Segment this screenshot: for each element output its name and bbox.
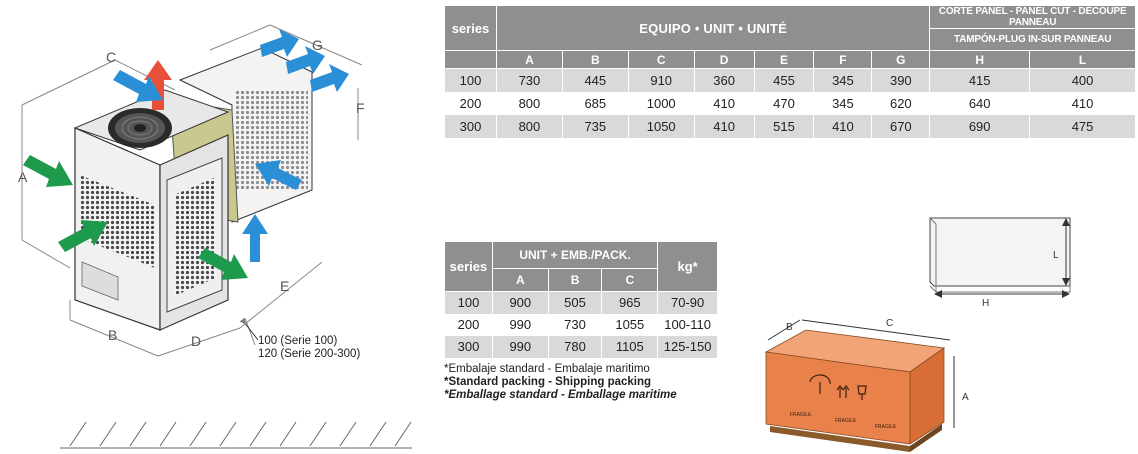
dim-label-d: D <box>191 333 202 349</box>
value-cell: 670 <box>872 115 930 138</box>
value-cell: 1000 <box>628 92 694 115</box>
condensing-unit-drawing <box>0 0 440 454</box>
panel-h-label: H <box>982 298 990 309</box>
value-cell: 390 <box>872 69 930 92</box>
value-cell: 515 <box>754 115 814 138</box>
value-cell: 345 <box>814 69 872 92</box>
value-cell: 990 <box>492 336 548 358</box>
kg-header: kg* <box>658 242 718 292</box>
value-cell: 1105 <box>602 336 658 358</box>
col-header-l: L <box>1030 51 1136 69</box>
series-cell: 200 <box>445 314 493 336</box>
value-cell: 990 <box>492 314 548 336</box>
plug-in-header: TAMPÓN-PLUG IN-SUR PANNEAU <box>930 29 1136 51</box>
packing-note-fr: *Emballage standard - Emballage maritime <box>444 389 677 401</box>
value-cell: 455 <box>754 69 814 92</box>
equipo-header: EQUIPO • UNIT • UNITÉ <box>496 6 929 51</box>
col-header-f: F <box>814 51 872 69</box>
dim-label-c: C <box>106 49 117 65</box>
series-cell: 200 <box>445 92 497 115</box>
value-cell: 470 <box>754 92 814 115</box>
series-header: series <box>445 6 497 51</box>
value-cell: 410 <box>814 115 872 138</box>
value-cell: 410 <box>694 92 754 115</box>
dim-label-a: A <box>18 169 28 185</box>
dim-label-f: F <box>356 100 365 116</box>
box-b-label: B <box>786 322 793 333</box>
value-cell: 1055 <box>602 314 658 336</box>
value-cell: 910 <box>628 69 694 92</box>
series-cell: 100 <box>445 69 497 92</box>
value-cell: 685 <box>562 92 628 115</box>
col-header-e: E <box>754 51 814 69</box>
wall-note-serie-200-300: 120 (Serie 200-300) <box>258 348 361 360</box>
table-row <box>445 92 1136 115</box>
table-row <box>445 314 718 336</box>
unit-dimensions-table <box>444 5 1136 138</box>
col-header-h: H <box>930 51 1030 69</box>
value-cell: 445 <box>562 69 628 92</box>
panel-cut-drawing <box>920 210 1080 315</box>
unit-body <box>75 48 312 330</box>
dim-label-b: B <box>108 327 118 343</box>
table-row <box>445 69 1136 92</box>
pack-col-header-a: A <box>492 269 548 292</box>
value-cell: 965 <box>602 292 658 314</box>
series-cell: 300 <box>445 336 493 358</box>
kg-cell: 125-150 <box>658 336 718 358</box>
value-cell: 475 <box>1030 115 1136 138</box>
value-cell: 800 <box>496 92 562 115</box>
value-cell: 1050 <box>628 115 694 138</box>
panel-cut-header: CORTE PANEL - PANEL CUT - DÉCOUPE PANNEAU <box>930 6 1136 29</box>
box-a-label: A <box>962 392 969 403</box>
packing-note-es: *Embalaje standard - Embalaje maritimo <box>444 363 650 375</box>
dim-label-e: E <box>280 278 290 294</box>
packed-box-drawing <box>760 310 990 454</box>
packing-dimensions-table <box>444 241 718 358</box>
col-header-a: A <box>496 51 562 69</box>
value-cell: 360 <box>694 69 754 92</box>
value-cell: 640 <box>930 92 1030 115</box>
col-header-c: C <box>628 51 694 69</box>
packing-note-en: *Standard packing - Shipping packing <box>444 376 652 388</box>
box-c-label: C <box>886 318 894 329</box>
value-cell: 410 <box>694 115 754 138</box>
pack-col-header-b: B <box>548 269 602 292</box>
value-cell: 735 <box>562 115 628 138</box>
unit-pack-header: UNIT + EMB./PACK. <box>492 242 657 269</box>
table-row <box>445 336 718 358</box>
value-cell: 345 <box>814 92 872 115</box>
value-cell: 900 <box>492 292 548 314</box>
value-cell: 730 <box>496 69 562 92</box>
fragile-label-1: FRAGILE <box>790 412 812 418</box>
table-row <box>445 292 718 314</box>
panel-l-label: L <box>1053 250 1059 261</box>
fragile-label-2: FRAGILE <box>835 418 857 424</box>
kg-cell: 100-110 <box>658 314 718 336</box>
series-header-spacer <box>445 51 497 69</box>
col-header-g: G <box>872 51 930 69</box>
value-cell: 730 <box>548 314 602 336</box>
value-cell: 620 <box>872 92 930 115</box>
value-cell: 400 <box>1030 69 1136 92</box>
floor-hatching <box>60 422 412 448</box>
col-header-b: B <box>562 51 628 69</box>
value-cell: 410 <box>1030 92 1136 115</box>
pack-col-header-c: C <box>602 269 658 292</box>
value-cell: 800 <box>496 115 562 138</box>
fan-icon <box>108 108 172 148</box>
kg-cell: 70-90 <box>658 292 718 314</box>
dim-label-g: G <box>312 37 323 53</box>
wall-note-serie-100: 100 (Serie 100) <box>258 335 338 347</box>
pack-series-header: series <box>445 242 493 292</box>
col-header-d: D <box>694 51 754 69</box>
table-row <box>445 115 1136 138</box>
series-cell: 100 <box>445 292 493 314</box>
series-cell: 300 <box>445 115 497 138</box>
value-cell: 505 <box>548 292 602 314</box>
value-cell: 415 <box>930 69 1030 92</box>
value-cell: 780 <box>548 336 602 358</box>
value-cell: 690 <box>930 115 1030 138</box>
fragile-label-3: FRAGILE <box>875 424 897 430</box>
